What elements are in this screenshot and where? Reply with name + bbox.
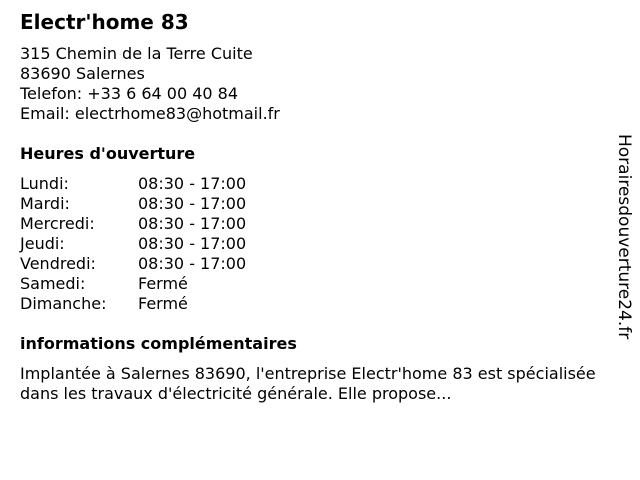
brand-watermark — [612, 134, 636, 344]
hours-row — [20, 254, 246, 274]
address-line-1: 315 Chemin de la Terre Cuite — [20, 44, 253, 63]
opening-hours-title: Heures d'ouverture — [20, 144, 196, 163]
hours-row — [20, 214, 246, 234]
opening-hours-table — [20, 174, 246, 314]
day-label: Jeudi: — [20, 234, 65, 253]
hours-row — [20, 294, 246, 314]
business-name: Electr'home 83 — [20, 10, 189, 34]
hours-row — [20, 174, 246, 194]
day-label: Lundi: — [20, 174, 69, 193]
day-time: Fermé — [138, 294, 188, 313]
hours-row — [20, 274, 246, 294]
day-time: 08:30 - 17:00 — [138, 214, 247, 233]
brand-watermark-text: Horairesdouverture24.fr — [614, 134, 634, 340]
day-label: Samedi: — [20, 274, 86, 293]
day-time: 08:30 - 17:00 — [138, 254, 247, 273]
day-label: Mercredi: — [20, 214, 95, 233]
day-label: Vendredi: — [20, 254, 96, 273]
address-line-2: 83690 Salernes — [20, 64, 145, 83]
day-time: 08:30 - 17:00 — [138, 194, 247, 213]
hours-row — [20, 194, 246, 214]
hours-row — [20, 234, 246, 254]
day-label: Dimanche: — [20, 294, 107, 313]
additional-info-title: informations complémentaires — [20, 334, 297, 353]
email-line: Email: electrhome83@hotmail.fr — [20, 104, 280, 123]
day-label: Mardi: — [20, 194, 70, 213]
business-card — [20, 8, 600, 404]
business-description: Implantée à Salernes 83690, l'entreprise Electr'home 83 est spécialisée dans les travaux d'électricité générale. Elle propose... — [20, 364, 596, 403]
day-time: 08:30 - 17:00 — [138, 174, 247, 193]
phone-line: Telefon: +33 6 64 00 40 84 — [20, 84, 239, 103]
day-time: 08:30 - 17:00 — [138, 234, 247, 253]
day-time: Fermé — [138, 274, 188, 293]
